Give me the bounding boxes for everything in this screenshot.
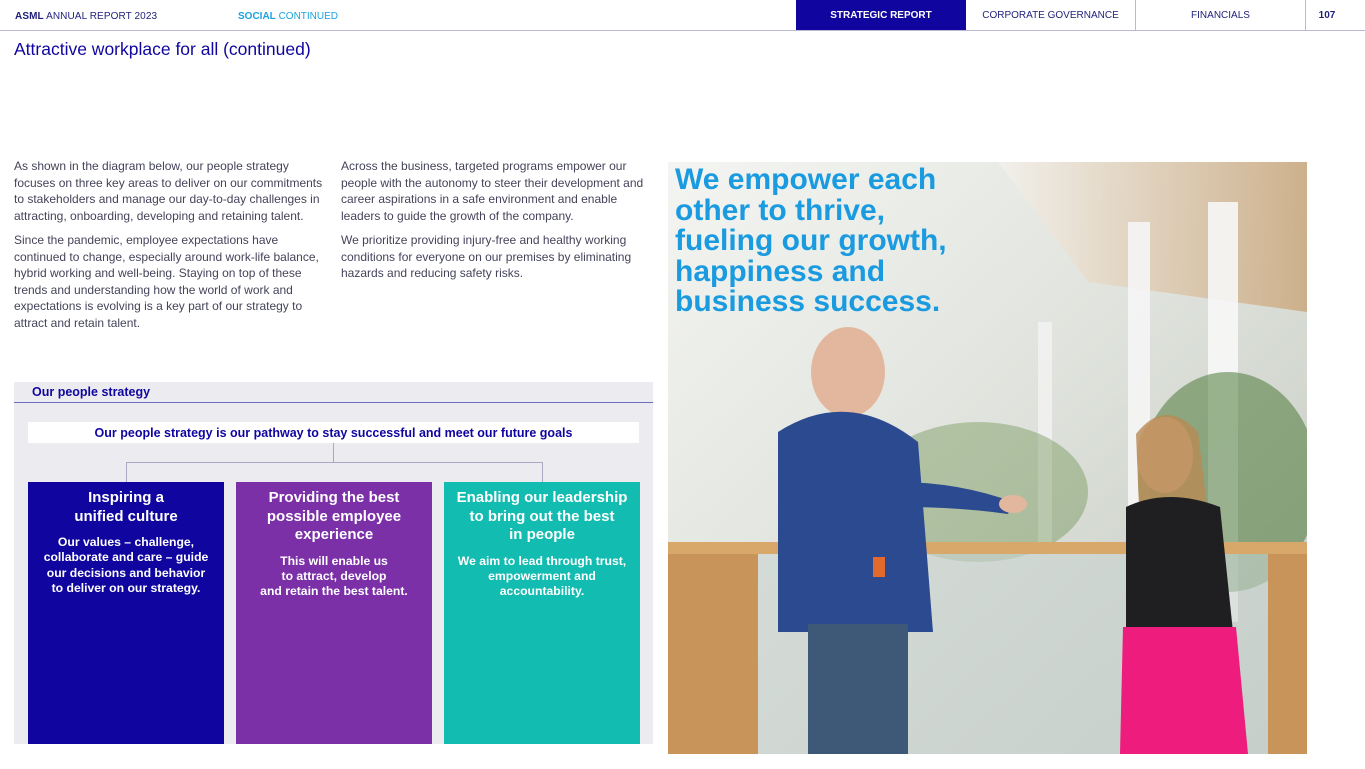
box-text: Our values – challenge, collaborate and care – guide our decisions and behavior to deliver on our strategy.	[43, 535, 209, 595]
connector-line	[126, 462, 127, 482]
body-column-left	[14, 158, 326, 339]
page-title: Attractive workplace for all (continued)	[14, 39, 311, 59]
connector-line	[333, 443, 334, 462]
page-number: 107	[1318, 9, 1336, 21]
brand-name: ASML	[15, 11, 44, 22]
nav-financials[interactable]: FINANCIALS	[1136, 0, 1306, 30]
nav-corporate-governance[interactable]: CORPORATE GOVERNANCE	[966, 0, 1136, 30]
report-name: ANNUAL REPORT 2023	[46, 11, 158, 22]
section-label	[238, 11, 338, 22]
office-photo	[668, 162, 1307, 754]
box-text: This will enable us to attract, develop and retain the best talent.	[260, 553, 408, 599]
box-text: We aim to lead through trust, empowerment and accountability.	[457, 553, 627, 599]
nav-strategic-report[interactable]: STRATEGIC REPORT	[796, 0, 966, 30]
box-heading: Enabling our leadership to bring out the best in people	[456, 489, 628, 543]
section-name: SOCIAL	[238, 11, 276, 22]
connector-line	[126, 462, 543, 463]
paragraph: Since the pandemic, employee expectations have continued to change, especially around work-life balance, hybrid working and well-being. Staying on top of these trends and understanding how the world of work and expectations is evolving is a key part of our strategy to attract and retain talent.	[14, 233, 319, 330]
connector-line	[542, 462, 543, 482]
top-navigation-bar	[0, 0, 1365, 31]
diagram-title: Our people strategy	[32, 385, 151, 399]
strategy-box-employee-experience	[236, 482, 432, 744]
people-strategy-diagram	[14, 382, 653, 744]
box-heading: Providing the best possible employee experience	[266, 489, 402, 543]
strategy-box-leadership	[444, 482, 640, 744]
body-column-middle	[341, 158, 657, 290]
report-identifier	[15, 11, 157, 22]
box-heading: Inspiring a unified culture	[74, 489, 178, 525]
section-suffix: CONTINUED	[278, 11, 339, 22]
strategy-box-culture	[28, 482, 224, 744]
paragraph: Across the business, targeted programs empower our people with the autonomy to steer their development and career aspirations in a safe environment and enable leaders to guide the growth of the company.	[341, 159, 644, 223]
pathway-statement: Our people strategy is our pathway to stay successful and meet our future goals	[28, 422, 639, 443]
paragraph: We prioritize providing injury-free and healthy working conditions for everyone on our premises by eliminating hazards and reducing safety risks.	[341, 233, 632, 280]
paragraph: As shown in the diagram below, our people strategy focuses on three key areas to deliver on our commitments to stakeholders and manage our day-to-day challenges in attracting, onboarding, developing and retaining talent.	[14, 159, 323, 223]
divider	[14, 402, 653, 403]
photo-quote: We empower each other to thrive, fueling our growth, happiness and business success.	[675, 163, 947, 318]
